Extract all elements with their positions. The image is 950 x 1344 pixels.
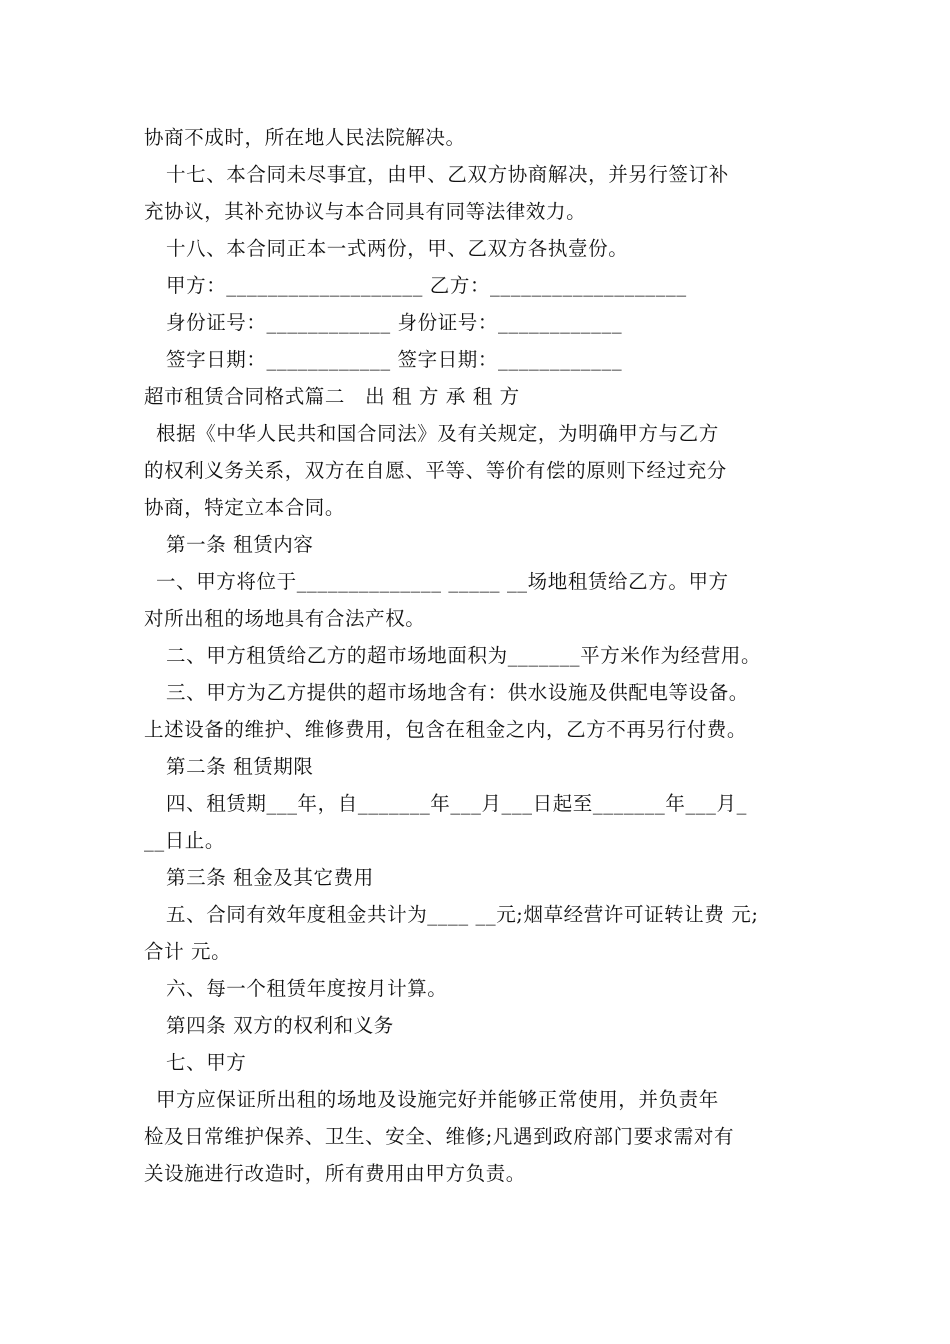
text-line: 协商，特定立本合同。	[144, 496, 346, 519]
clause-1: 一、甲方将位于______________ _____ __场地租赁给乙方。甲方	[156, 570, 729, 593]
text-line: 关设施进行改造时，所有费用由甲方负责。	[144, 1162, 526, 1185]
id-number-line: 身份证号：____________ 身份证号：____________	[166, 311, 623, 334]
text-line: __日止。	[144, 829, 225, 852]
document-body	[144, 119, 816, 1192]
sign-date-line: 签字日期：____________ 签字日期：____________	[166, 348, 623, 371]
clause-3: 三、甲方为乙方提供的超市场地含有：供水设施及供配电等设备。	[166, 681, 749, 704]
article-heading: 第一条 租赁内容	[166, 533, 314, 556]
clause-2: 二、甲方租赁给乙方的超市场地面积为_______平方米作为经营用。	[166, 644, 762, 667]
clause-7: 七、甲方	[166, 1051, 247, 1074]
clause-4: 四、租赁期___年，自_______年___月___日起至_______年___月_	[166, 792, 747, 815]
clause-17: 十七、本合同未尽事宜，由甲、乙双方协商解决，并另行签订补	[166, 163, 729, 186]
signature-party-line: 甲方：___________________ 乙方：___________________	[166, 274, 687, 297]
clause-5: 五、合同有效年度租金共计为____ __元;烟草经营许可证转让费 元;	[166, 903, 759, 926]
preamble-line: 根据《中华人民共和国合同法》及有关规定，为明确甲方与乙方	[156, 422, 719, 445]
article-heading: 第四条 双方的权利和义务	[166, 1014, 394, 1037]
clause-18: 十八、本合同正本一式两份，甲、乙双方各执壹份。	[166, 237, 629, 260]
text-line: 的权利义务关系，双方在自愿、平等、等价有偿的原则下经过充分	[144, 459, 727, 482]
text-line: 充协议，其补充协议与本合同具有同等法律效力。	[144, 200, 587, 223]
text-line: 对所出租的场地具有合法产权。	[144, 607, 426, 630]
text-line: 检及日常维护保养、卫生、安全、维修;凡遇到政府部门要求需对有	[144, 1125, 735, 1148]
article-heading: 第三条 租金及其它费用	[166, 866, 374, 889]
text-line: 上述设备的维护、维修费用，包含在租金之内，乙方不再另行付费。	[144, 718, 748, 741]
section-title: 超市租赁合同格式篇二 出 租 方 承 租 方	[144, 385, 520, 408]
clause-6: 六、每一个租赁年度按月计算。	[166, 977, 448, 1000]
text-line: 合计 元。	[144, 940, 232, 963]
text-line: 协商不成时，所在地人民法院解决。	[144, 126, 466, 149]
paragraph-line: 甲方应保证所出租的场地及设施完好并能够正常使用，并负责年	[156, 1088, 719, 1111]
article-heading: 第二条 租赁期限	[166, 755, 314, 778]
